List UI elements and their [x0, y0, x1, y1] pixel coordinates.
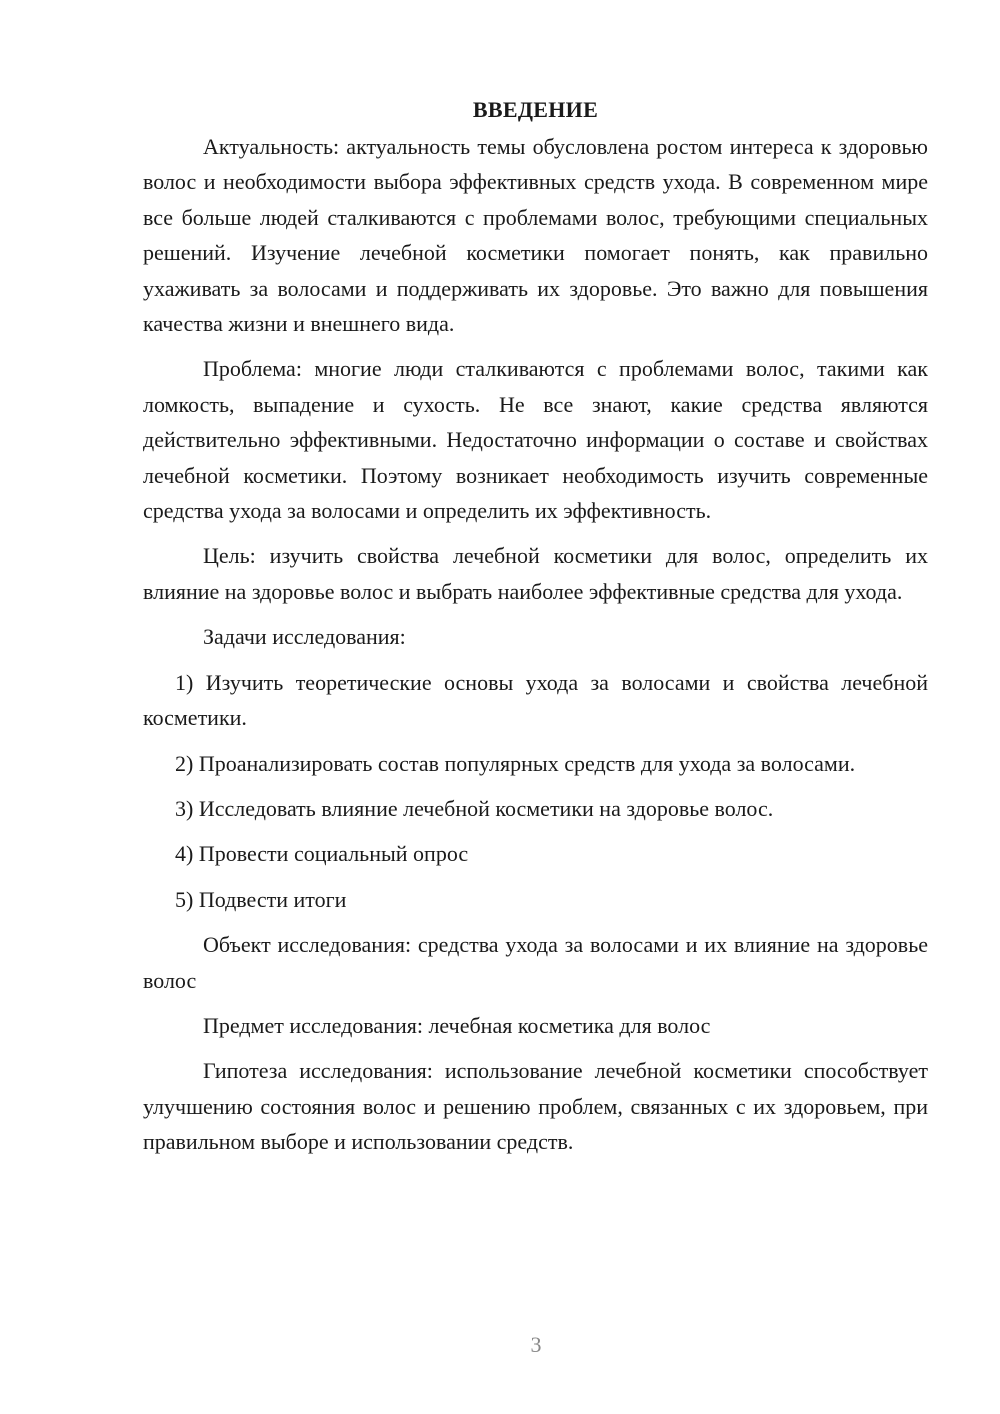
task-item-2: 2) Проанализировать состав популярных средств для ухода за волосами.	[175, 750, 856, 776]
paragraph-object: Объект исследования: средства ухода за волосами и их влияние на здоровье волос	[143, 932, 928, 993]
paragraph-relevance: Актуальность: актуальность темы обусловлена ростом интереса к здоровью волос и необходимости выбора эффективных средств ухода. В современном мире все больше людей сталкиваются с проблемами волос, требующими специальных решений. Изучение лечебной косметики помогает понять, как правильно ухаживать за волосами и поддерживать их здоровье. Это важно для повышения качества жизни и внешнего вида.	[143, 134, 928, 337]
paragraph-hypothesis: Гипотеза исследования: использование лечебной косметики способствует улучшению состояния волос и решению проблем, связанных с их здоровьем, при правильном выборе и использовании средств.	[143, 1058, 928, 1155]
task-item-4: 4) Провести социальный опрос	[175, 841, 469, 867]
paragraph-problem: Проблема: многие люди сталкиваются с проблемами волос, такими как ломкость, выпадение и сухость. Не все знают, какие средства являются действительно эффективными. Недостаточно информации о составе и свойствах лечебной косметики. Поэтому возникает необходимость изучить современные средства ухода за волосами и определить их эффективность.	[143, 356, 928, 524]
paragraph-subject: Предмет исследования: лечебная косметика для волос	[203, 1012, 711, 1038]
page-number: 3	[530, 1332, 542, 1357]
task-item-5: 5) Подвести итоги	[175, 886, 347, 912]
document-page	[143, 95, 928, 1160]
task-item-3: 3) Исследовать влияние лечебной косметики на здоровье волос.	[175, 795, 774, 821]
section-heading: ВВЕДЕНИЕ	[472, 97, 599, 122]
paragraph-goal: Цель: изучить свойства лечебной косметики для волос, определить их влияние на здоровье волос и выбрать наиболее эффективные средства для ухода.	[143, 543, 928, 604]
paragraph-tasks-title: Задачи исследования:	[203, 624, 406, 650]
task-item-1: 1) Изучить теоретические основы ухода за волосами и свойства лечебной косметики.	[143, 669, 928, 731]
